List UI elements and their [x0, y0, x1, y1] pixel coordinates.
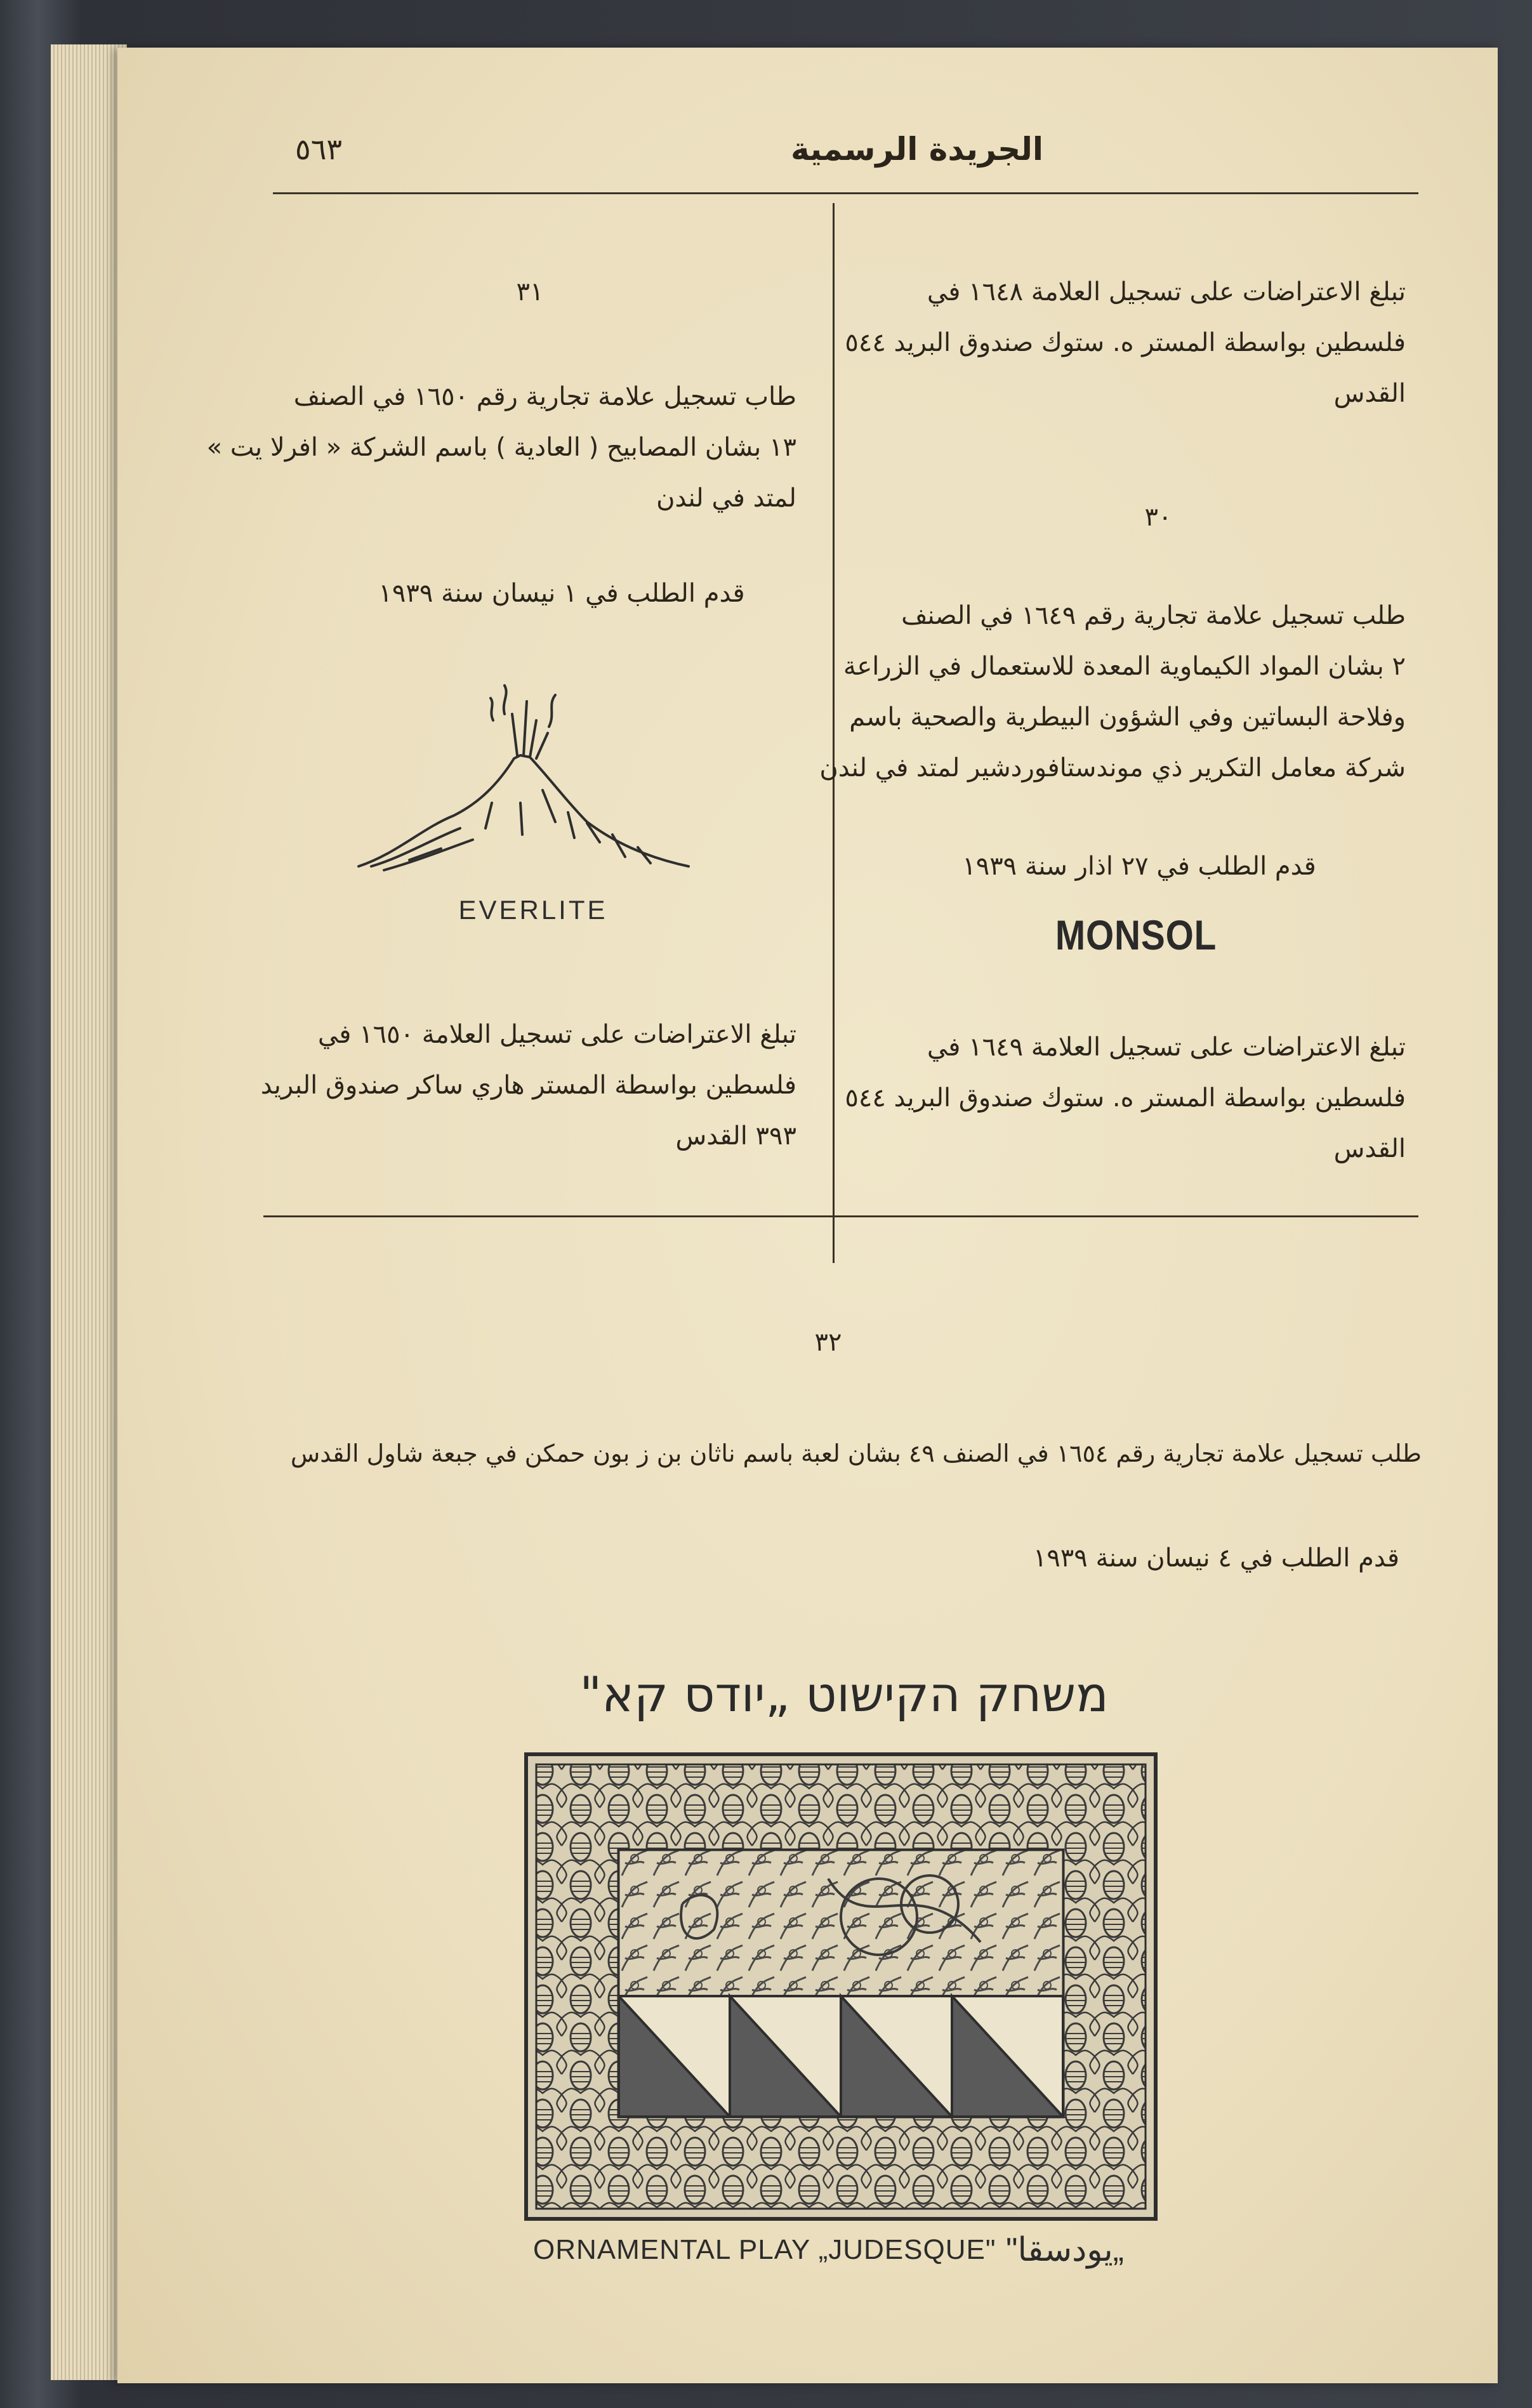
- item-number-31: ٣١: [516, 277, 544, 307]
- left-paragraph-1-line-2: ١٣ بشان المصابيح ( العادية ) باسم الشركة « افرلا يت »: [206, 433, 796, 462]
- left-paragraph-1-line-1: طاب تسجيل علامة تجارية رقم ١٦٥٠ في الصنف: [293, 382, 796, 411]
- left-paragraph-2-line-1: تبلغ الاعتراضات على تسجيل العلامة ١٦٥٠ في: [317, 1020, 796, 1049]
- page-title: الجريدة الرسمية: [790, 131, 1044, 168]
- volcano-mark-icon: [346, 676, 701, 892]
- item-number-32: ٣٢: [814, 1328, 842, 1357]
- left-paragraph-1-line-3: لمتد في لندن: [656, 484, 796, 513]
- right-paragraph-3-line-2: فلسطين بواسطة المستر ه. ستوك صندوق البريد ٥٤٤: [845, 1083, 1406, 1113]
- page-edges: [51, 44, 127, 2380]
- right-paragraph-1-line-2: فلسطين بواسطة المستر ه. ستوك صندوق البريد ٥٤٤: [845, 328, 1406, 357]
- gazette-page: [117, 48, 1498, 2383]
- right-paragraph-2-line-3: وفلاحة البساتين وفي الشؤون البيطرية والصحية باسم: [849, 703, 1406, 732]
- left-paragraph-2-line-3: ٣٩٣ القدس: [675, 1121, 796, 1151]
- right-paragraph-1-line-3: القدس: [1333, 379, 1406, 408]
- page-number: ٥٦٣: [295, 132, 343, 166]
- right-paragraph-1-line-1: تبلغ الاعتراضات على تسجيل العلامة ١٦٤٨ في: [927, 277, 1406, 307]
- caption-arabic: „يودسقا": [1006, 2232, 1124, 2268]
- ornamental-board-icon: [524, 1752, 1158, 2221]
- monsol-trademark: MONSOL: [1055, 911, 1217, 958]
- right-paragraph-3-line-3: القدس: [1333, 1134, 1406, 1163]
- bottom-paragraph: طلب تسجيل علامة تجارية رقم ١٦٥٤ في الصنف ٤٩ بشان لعبة باسم ناثان بن ز بون حمكن في جبعة شاول القدس: [290, 1439, 1422, 1467]
- right-submitted-date: قدم الطلب في ٢٧ اذار سنة ١٩٣٩: [962, 852, 1316, 881]
- column-divider: [833, 203, 835, 1263]
- right-paragraph-3-line-1: تبلغ الاعتراضات على تسجيل العلامة ١٦٤٩ في: [927, 1033, 1406, 1062]
- hebrew-title: משחק הקישוט „יודס קא": [579, 1666, 1109, 1723]
- header-rule: [273, 192, 1418, 194]
- left-paragraph-2-line-2: فلسطين بواسطة المستر هاري ساكر صندوق البريد: [260, 1071, 796, 1100]
- left-submitted-date: قدم الطلب في ١ نيسان سنة ١٩٣٩: [378, 579, 745, 608]
- everlite-trademark: EVERLITE: [458, 895, 608, 925]
- right-paragraph-2-line-2: ٢ بشان المواد الكيماوية المعدة للاستعمال في الزراعة: [843, 652, 1406, 681]
- item-number-30: ٣٠: [1144, 503, 1172, 532]
- right-paragraph-2-line-4: شركة معامل التكرير ذي موندستافوردشير لمتد في لندن: [819, 753, 1406, 783]
- section-rule: [263, 1215, 1418, 1217]
- caption-latin: ORNAMENTAL PLAY „JUDESQUE": [533, 2234, 996, 2265]
- right-paragraph-2-line-1: طلب تسجيل علامة تجارية رقم ١٦٤٩ في الصنف: [901, 601, 1406, 630]
- bottom-submitted-date: قدم الطلب في ٤ نيسان سنة ١٩٣٩: [1033, 1544, 1399, 1573]
